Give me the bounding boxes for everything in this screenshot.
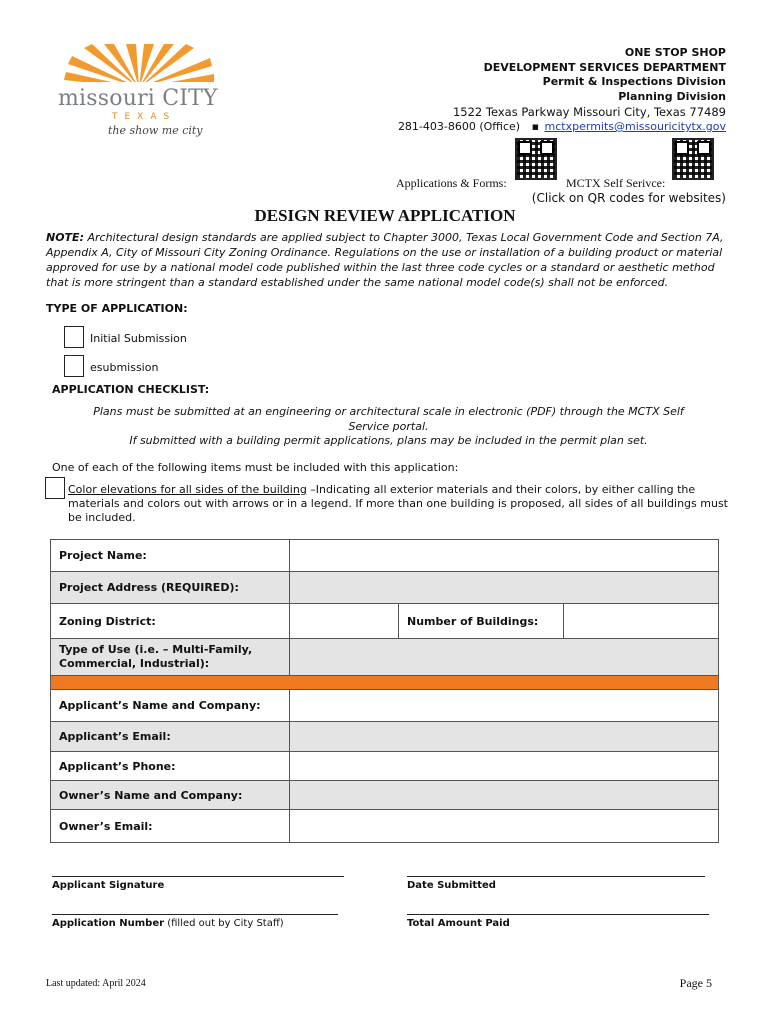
project-address-field[interactable]: [290, 572, 719, 604]
color-elevations-item: [68, 483, 728, 525]
applicant-email-field[interactable]: [290, 722, 719, 752]
header-address: 1522 Texas Parkway Missouri City, Texas 77489: [452, 105, 726, 119]
sunburst-icon: [64, 44, 214, 88]
note-text: Architectural design standards are applied subject to Chapter 3000, Texas Local Government Code and Section 7A, Appendix A, City of Missouri City Zoning Ordinance. Regulations on the use or installation of a building product or material approved for use by a national model code published within the last three code cycles or a standard or aesthetic method that is more stringent than a standard established under the same national model code(s) shall not be enforced.: [46, 231, 724, 289]
checklist-line-2: If submitted with a building permit applications, plans may be included in the permit plan set.: [129, 434, 648, 447]
resubmission-label: esubmission: [90, 361, 159, 374]
note-lead: NOTE:: [46, 231, 84, 244]
qr-code-applications[interactable]: [515, 138, 557, 180]
project-name-label: Project Name:: [51, 540, 290, 572]
applicant-name-field[interactable]: [290, 690, 719, 722]
logo-tagline: the show me city: [108, 124, 203, 137]
page-number: Page 5: [679, 976, 712, 990]
zoning-district-field[interactable]: [290, 604, 399, 639]
application-number-line[interactable]: [52, 914, 338, 915]
application-number-label: [52, 918, 284, 929]
application-number-note: (filled out by City Staff): [164, 918, 284, 929]
number-of-buildings-label: Number of Buildings:: [399, 604, 564, 639]
color-elevations-checkbox[interactable]: [45, 477, 65, 499]
project-name-field[interactable]: [290, 540, 719, 572]
type-of-use-field[interactable]: [290, 639, 719, 676]
qr-code-self-service[interactable]: [672, 138, 714, 180]
color-elevations-link: Color elevations for all sides of the building: [68, 483, 307, 496]
project-address-label: Project Address (REQUIRED):: [51, 572, 290, 604]
applicant-signature-line[interactable]: [52, 876, 344, 877]
applicant-phone-field[interactable]: [290, 752, 719, 781]
qr-label-applications: Applications & Forms:: [396, 176, 507, 190]
logo-state: TEXAS: [112, 112, 177, 122]
initial-submission-label: Initial Submission: [90, 332, 187, 345]
header-line-3: Permit & Inspections Division: [542, 75, 726, 88]
application-number-text: Application Number: [52, 918, 165, 929]
type-of-application-heading: TYPE OF APPLICATION:: [46, 302, 188, 315]
header-line-1: ONE STOP SHOP: [624, 46, 726, 59]
total-amount-paid-label: Total Amount Paid: [407, 918, 510, 929]
owner-email-field[interactable]: [290, 810, 719, 843]
type-of-use-label: Type of Use (i.e. – Multi-Family, Commercial, Industrial):: [51, 639, 290, 676]
project-info-table: [50, 539, 719, 843]
header-line-2: DEVELOPMENT SERVICES DEPARTMENT: [483, 61, 726, 74]
logo-wordmark: missouri CITY: [58, 86, 218, 111]
zoning-district-label: Zoning District:: [51, 604, 290, 639]
resubmission-checkbox[interactable]: [64, 355, 84, 377]
application-checklist-heading: APPLICATION CHECKLIST:: [52, 383, 210, 396]
orange-divider: [51, 676, 719, 690]
color-elevations-text: –Indicating all exterior materials and their colors, by either calling the materials and colors out with arrows or in a legend. If more than one building is proposed, all sides of all buildings must be included.: [68, 483, 728, 524]
total-amount-paid-line[interactable]: [407, 914, 709, 915]
checklist-line-1: Plans must be submitted at an engineering or architectural scale in electronic (PDF) through the MCTX Self Service portal.: [93, 405, 684, 433]
header-contact: [398, 120, 726, 133]
last-updated: Last updated: April 2024: [46, 978, 146, 989]
owner-email-label: Owner’s Email:: [51, 810, 290, 843]
number-of-buildings-field[interactable]: [564, 604, 719, 639]
applicant-phone-label: Applicant’s Phone:: [51, 752, 290, 781]
owner-name-field[interactable]: [290, 781, 719, 810]
email-link[interactable]: mctxpermits@missouricitytx.gov: [544, 120, 726, 133]
page-title: DESIGN REVIEW APPLICATION: [254, 206, 516, 225]
applicant-signature-label: Applicant Signature: [52, 880, 165, 891]
note-paragraph: [46, 230, 731, 290]
checklist-intro: One of each of the following items must be included with this application:: [52, 461, 459, 474]
date-submitted-line[interactable]: [407, 876, 705, 877]
date-submitted-label: Date Submitted: [407, 880, 496, 891]
bullet-icon: ▪: [531, 120, 540, 133]
header-phone: 281-403-8600 (Office): [397, 120, 521, 133]
owner-name-label: Owner’s Name and Company:: [51, 781, 290, 810]
header-line-4: Planning Division: [618, 90, 726, 103]
qr-label-self-service: MCTX Self Serivce:: [566, 176, 666, 190]
applicant-name-label: Applicant’s Name and Company:: [51, 690, 290, 722]
qr-note: (Click on QR codes for websites): [531, 191, 726, 205]
applicant-email-label: Applicant’s Email:: [51, 722, 290, 752]
missouri-city-logo: [58, 44, 224, 144]
initial-submission-checkbox[interactable]: [64, 326, 84, 348]
